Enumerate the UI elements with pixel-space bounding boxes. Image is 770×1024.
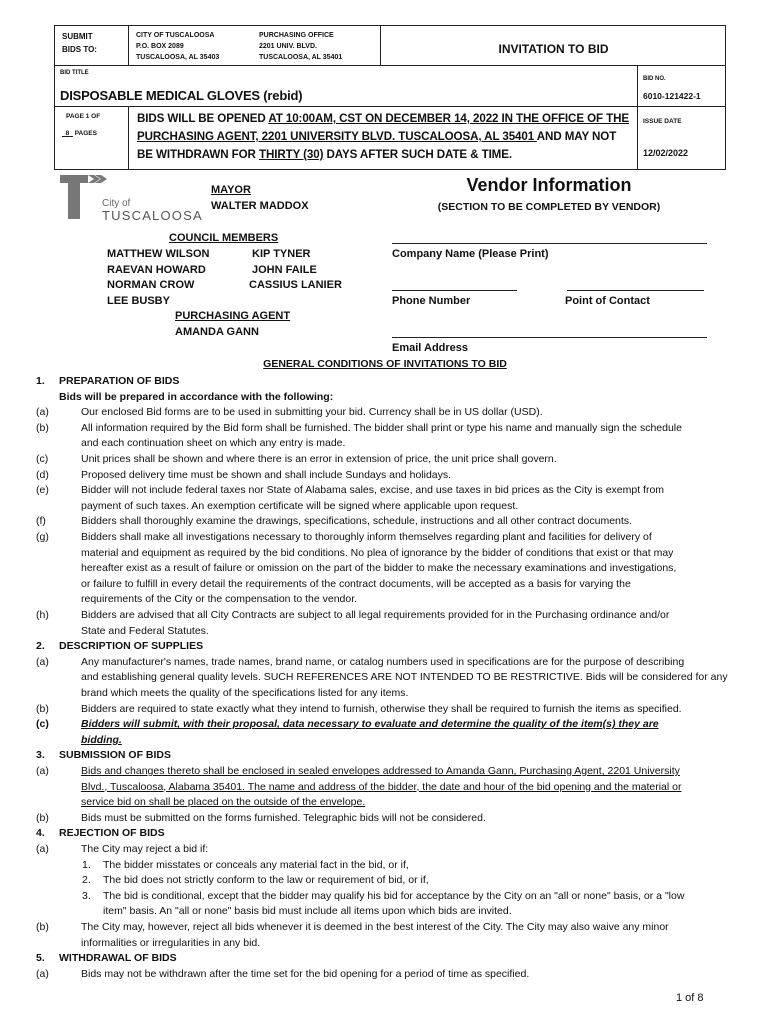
- item-letter: (c): [36, 453, 49, 465]
- item-letter: 3.: [82, 889, 91, 902]
- item-text: All information required by the Bid form shall be furnished. The bidder shall print or type his name and manually sign the schedule: [81, 421, 682, 434]
- document-type: INVITATION TO BID: [498, 42, 609, 56]
- section-number: 1.: [36, 375, 45, 387]
- item-text: informalities or irregularities in any bid.: [81, 936, 261, 949]
- company-name-label: Company Name (Please Print): [392, 248, 549, 260]
- item-text: Unit prices shall be shown and where there is an error in extension of price, the unit price shall govern.: [81, 453, 557, 465]
- item-text: item" basis. An "all or none" basis bid must include all items upon which bids are invited.: [103, 905, 512, 918]
- item-letter: (a): [36, 843, 49, 855]
- city-logo: [58, 173, 203, 223]
- item-letter: (a): [36, 406, 49, 419]
- company-name-field[interactable]: [392, 243, 707, 244]
- divider: [54, 65, 726, 66]
- council-member: LEE BUSBY: [107, 295, 170, 308]
- divider: [637, 106, 726, 107]
- council-member: CASSIUS LANIER: [249, 279, 342, 292]
- council-member: RAEVAN HOWARD: [107, 263, 206, 276]
- council-right: [251, 247, 342, 294]
- item-text: and each continuation sheet on which any entry is made.: [81, 437, 346, 450]
- opening-days: THIRTY (30): [258, 148, 324, 161]
- item-text: Bids and changes thereto shall be enclosed in sealed envelopes addressed to Amanda Gann, Purchasing Agent, 2201 University: [81, 765, 680, 777]
- purchasing-agent-name: AMANDA GANN: [175, 326, 259, 338]
- item-text: Any manufacturer's names, trade names, brand name, or catalog numbers used in specifications are for the purpose of describing: [81, 655, 685, 668]
- section-intro: Bids will be prepared in accordance with the following:: [59, 390, 334, 403]
- submit-label: SUBMIT: [62, 32, 93, 41]
- council-member: JOHN FAILE: [252, 263, 317, 276]
- phone-number-label: Phone Number: [392, 295, 471, 307]
- item-text: Bidders shall make all investigations necessary to thoroughly inform themselves regarding plant and facilities for delivery of: [81, 531, 652, 543]
- opening-text: BIDS WILL BE OPENED: [137, 112, 269, 125]
- email-address-field[interactable]: [392, 337, 707, 338]
- page-footer: 1 of 8: [676, 992, 704, 1004]
- item-text: The bid does not strictly conform to the law or requirement of bid, or if,: [103, 874, 429, 887]
- bid-title: DISPOSABLE MEDICAL GLOVES (rebid): [60, 88, 303, 103]
- section-number: 2.: [36, 640, 45, 653]
- section-title: PREPARATION OF BIDS: [59, 375, 180, 387]
- vendor-subtitle: (SECTION TO BE COMPLETED BY VENDOR): [437, 201, 661, 213]
- divider: [54, 106, 637, 107]
- item-letter: (d): [36, 468, 49, 481]
- item-letter: (a): [36, 765, 49, 777]
- opening-text: DAYS AFTER SUCH DATE & TIME.: [323, 148, 512, 161]
- opening-text: AND MAY NOT BE WITHDRAWN FOR: [137, 130, 617, 161]
- item-letter: (f): [36, 515, 46, 528]
- item-text: service bid on shall be placed on the outside of the envelope.: [81, 796, 366, 809]
- section-number: 4.: [36, 827, 45, 840]
- section-number: 3.: [36, 749, 45, 762]
- council-member: KIP TYNER: [252, 248, 311, 260]
- opening-datetime: AT 10:00AM, CST ON DECEMBER 14, 2022 IN THE OFFICE OF THE PURCHASING AGENT, 2201 UNIVERSITY BLVD. TUSCALOOSA, AL 35401: [137, 112, 629, 143]
- item-text: payment of such taxes. An exemption certificate will be signed where applicable upon request.: [81, 499, 519, 512]
- council-member: MATTHEW WILSON: [107, 248, 210, 260]
- item-text: State and Federal Statutes.: [81, 624, 209, 637]
- city-address: [136, 30, 219, 63]
- address-line: P.O. BOX 2089: [136, 43, 184, 50]
- office-address: [259, 30, 342, 63]
- divider: [128, 106, 129, 170]
- item-text: material and equipment as required by the bid conditions. No plea of ignorance by the bidder of conditions that exist or that may: [81, 546, 674, 559]
- item-letter: 2.: [82, 874, 91, 887]
- item-text: The City may reject a bid if:: [81, 843, 209, 855]
- item-text: bidding.: [81, 733, 122, 746]
- purchasing-agent-label: PURCHASING AGENT: [175, 310, 291, 322]
- issue-date: 12/02/2022: [643, 148, 689, 158]
- mayor-name: WALTER MADDOX: [211, 200, 309, 212]
- page-count-row: [62, 129, 97, 138]
- page-label: PAGE 1 OF: [66, 113, 101, 120]
- item-text: requirements of the City or the compensation to the vendor.: [81, 593, 358, 606]
- item-text: The bidder misstates or conceals any material fact in the bid, or if,: [103, 858, 409, 871]
- item-text: and establishing general quality levels. SUCH REFERENCES ARE NOT INTENDED TO BE RESTRICTIVE. Bids will be considered for any: [81, 671, 728, 684]
- divider: [128, 25, 129, 65]
- vendor-title: Vendor Information: [466, 175, 632, 195]
- point-of-contact-field[interactable]: [567, 290, 704, 291]
- section-title: REJECTION OF BIDS: [59, 827, 165, 840]
- item-text: Bids must be submitted on the forms furnished. Telegraphic bids will not be considered.: [81, 811, 486, 824]
- item-text: Bidders shall thoroughly examine the drawings, specifications, schedule, instructions and all other contract documents.: [81, 515, 632, 528]
- item-text: Bidders will submit, with their proposal, data necessary to evaluate and determine the quality of the item(s) they are: [81, 718, 659, 731]
- item-text: Bidders are advised that all City Contracts are subject to all legal requirements provided for in the Purchasing ordinance and/or: [81, 609, 670, 621]
- item-letter: (b): [36, 921, 49, 933]
- mayor-label: MAYOR: [211, 184, 251, 196]
- council-label: COUNCIL MEMBERS: [169, 232, 279, 244]
- item-text: hereafter exist as a result of failure or omission on the part of the bidder to make the necessary examinations and investigations,: [81, 562, 677, 575]
- bid-no-label: BID NO.: [643, 76, 666, 82]
- item-text: Bidders are required to state exactly what they intend to furnish, otherwise they shall be required to furnish the items as specified.: [81, 702, 682, 715]
- bid-no: 6010-121422-1: [643, 91, 701, 101]
- council-member: NORMAN CROW: [107, 279, 195, 292]
- point-of-contact-label: Point of Contact: [565, 295, 650, 307]
- item-text: The bid is conditional, except that the bidder may qualify his bid for acceptance by the City on an "all or none" basis, or a "low: [103, 889, 685, 902]
- item-text: Bidder will not include federal taxes nor State of Alabama sales, excise, and use taxes in bid prices as the City is exempt from: [81, 484, 665, 497]
- phone-number-field[interactable]: [392, 290, 517, 291]
- item-text: Our enclosed Bid forms are to be used in submitting your bid. Currency shall be in US dollar (USD).: [81, 406, 543, 419]
- address-line: TUSCALOOSA, AL 35401: [259, 54, 343, 61]
- item-letter: (b): [36, 702, 49, 715]
- issue-date-label: ISSUE DATE: [643, 118, 682, 125]
- item-letter: 1.: [82, 858, 91, 871]
- section-number: 5.: [36, 952, 45, 965]
- item-letter: (g): [36, 531, 49, 543]
- logo-big-text: TUSCALOOSA: [102, 208, 203, 223]
- address-line: CITY OF TUSCALOOSA: [136, 32, 215, 39]
- item-text: The City may, however, reject all bids whenever it is deemed in the best interest of the City. The City may also waive any minor: [81, 921, 669, 933]
- section-title: WITHDRAWAL OF BIDS: [59, 952, 177, 965]
- item-text: brand which meets the quality of the specifications listed for any items.: [81, 687, 409, 699]
- divider: [637, 65, 638, 170]
- item-text: or failure to fulfill in every detail the requirements of the contract documents, will be accepted as a basis for varying the: [81, 577, 631, 590]
- council-left: [107, 247, 209, 310]
- item-letter: (a): [36, 967, 49, 980]
- address-line: PURCHASING OFFICE: [259, 32, 334, 39]
- address-line: TUSCALOOSA, AL 35403: [136, 54, 220, 61]
- pages-label: PAGES: [74, 130, 97, 137]
- item-letter: (b): [36, 811, 49, 824]
- item-letter: (b): [36, 421, 49, 434]
- item-text: Blvd., Tuscaloosa, Alabama 35401. The name and address of the bidder, the date and hour of the bid opening and the material or: [81, 780, 682, 793]
- item-letter: (e): [36, 484, 49, 497]
- item-text: Bids may not be withdrawn after the time set for the bid opening for a period of time as specified.: [81, 967, 530, 980]
- section-title: SUBMISSION OF BIDS: [59, 749, 172, 762]
- conditions-title: GENERAL CONDITIONS OF INVITATIONS TO BID: [263, 358, 507, 370]
- item-letter: (c): [36, 718, 49, 731]
- address-line: 2201 UNIV. BLVD.: [259, 43, 317, 50]
- bid-opening-statement: [137, 110, 633, 164]
- item-letter: (a): [36, 655, 49, 668]
- page-count: 8: [65, 130, 70, 137]
- bids-to-label: BIDS TO:: [62, 45, 97, 54]
- item-text: Proposed delivery time must be shown and shall include Sundays and holidays.: [81, 468, 452, 481]
- email-address-label: Email Address: [392, 342, 469, 354]
- section-title: DESCRIPTION OF SUPPLIES: [59, 640, 204, 653]
- item-letter: (h): [36, 609, 49, 621]
- bid-title-label: BID TITLE: [60, 70, 89, 76]
- logo-small-text: City of: [102, 198, 131, 209]
